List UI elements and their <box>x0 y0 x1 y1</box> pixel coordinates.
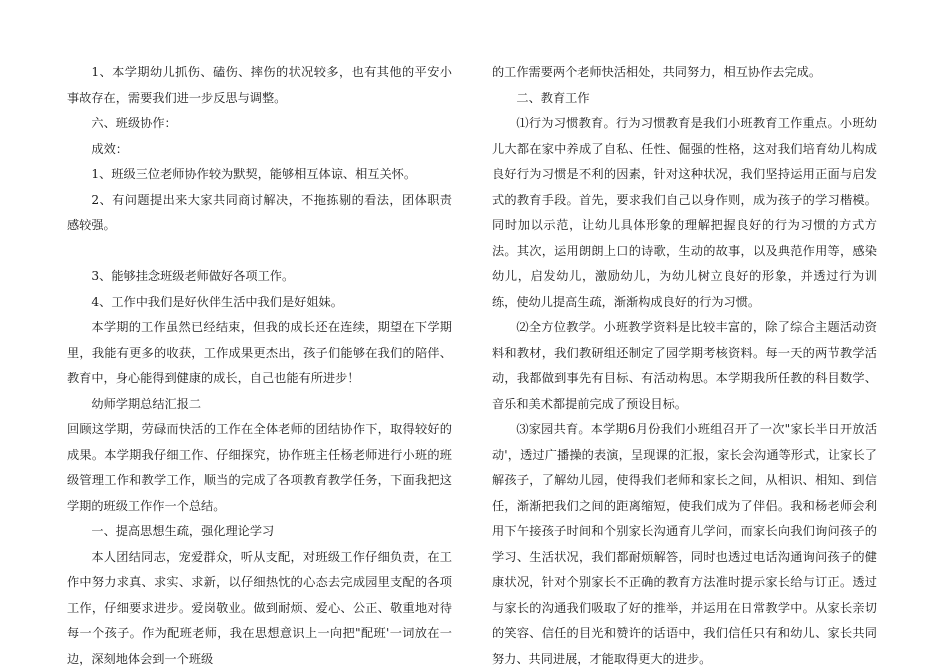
list-item-2: 2、有问题提出来大家共同商讨解决，不拖拣剔的看法，团体职责感较强。 <box>67 192 452 232</box>
paragraph-behavior-education: ⑴行为习惯教育。行为习惯教育是我们小班教育工作重点。小班幼儿大都在家中养成了自私、任性、倔强的性格，这对我们培育幼儿构成良好行为习惯是不利的因素，针对这种状况，我们坚持运用正面与启发式的教育手段。首先，要求我们自己以身作则，成为孩子的学习楷模。同时加以示范，让幼儿具体形象的理解把握良好的行为习惯的方式方法。其次，运用朗朗上口的诗歌，生动的故事，以及典范作用等，感染幼儿，启发幼儿，激励幼儿，为幼儿树立良好的形象，并透过行为训练，使幼儿提高生疏，渐渐构成良好的行为习惯。 <box>492 116 877 309</box>
list-item-4: 4、工作中我们是好伙伴生活中我们是好姐妹。 <box>91 294 343 309</box>
paragraph-continuation: 的工作需要两个老师快活相处，共同努力，相互协作去完成。 <box>492 65 822 79</box>
paragraph-review: 回顾这学期，劳碌而快活的工作在全体老师的团结协作下，取得较好的成果。本学期我仔细工作、仔细探究，协作班主任杨老师进行小班的班级管理工作和教学工作，顺当的完成了各项教育教学任务，下面我把这学期的班级工作作一个总结。 <box>67 422 452 513</box>
section-title-report-two: 幼师学期总结汇报二 <box>91 396 202 411</box>
heading-ideology: 一、提高思想生疏，强化理论学习 <box>91 524 275 538</box>
left-column <box>67 60 452 672</box>
paragraph-self-assessment: 本人团结同志，宠爱群众，听从支配，对班级工作仔细负责，在工作中努力求真、求实、求新，以仔细热忱的心态去完成园里支配的各项工作，仔细要求进步。爱岗敬业。做到耐烦、爱心、公正、敬重地对待每一个孩子。作为配班老师，我在思想意识上一向把"配班'一词放在一边，深刻地体会到一个班级 <box>67 549 452 666</box>
heading-class-collaboration: 六、班级协作： <box>91 116 177 130</box>
list-item-3: 3、能够挂念班级老师做好各项工作。 <box>91 269 295 283</box>
paragraph-all-round-teaching: ⑵全方位教学。小班教学资料是比较丰富的，除了综合主题活动资料和教材，我们教研组还制定了园学期考核资料。每一天的两节教学活动，我都做到事先有目标、有活动构思。本学期我所任教的科目数学、音乐和美术都提前完成了预设目标。 <box>492 320 877 411</box>
right-column <box>492 60 877 672</box>
blank-line <box>67 239 452 265</box>
label-results: 成效： <box>91 141 128 156</box>
paragraph-home-school: ⑶家园共育。本学期6月份我们小班组召开了一次"家长半日开放活动'，透过广播操的表演，呈现课的汇报，家长会沟通等形式，让家长了解孩子，了解幼儿园，使得我们老师和家长之间，从相识、相知、到信任，渐渐把我们之间的距离缩短，使我们成为了伴侣。我和杨老师会利用下午接孩子时间和个别家长沟通育儿学问，而家长向我们询问孩子的学习、生活状况，我们都耐烦解答，同时也透过电话沟通询问孩子的健康状况，针对个别家长不正确的教育方法准时提示家长给与订正。透过与家长的沟通我们吸取了好的推举，并运用在日常教学中。从家长亲切的笑容、信任的目光和赞许的话语中，我们信任只有和幼儿、家长共同努力、共同进展，才能取得更大的进步。 <box>492 422 878 666</box>
heading-education-work: 二、教育工作 <box>516 90 590 105</box>
list-item-1: 1、班级三位老师协作较为默契，能够相互体谅、相互关怀。 <box>91 167 417 181</box>
paragraph-conclusion: 本学期的工作虽然已经结束，但我的成长还在连续，期望在下学期里，我能有更多的收获，工作成果更杰出，孩子们能够在我们的陪伴、教育中，身心能得到健康的成长，自己也能有所进步！ <box>67 320 452 385</box>
paragraph-safety: 1、本学期幼儿抓伤、磕伤、摔伤的状况较多，也有其他的平安小事故存在，需要我们进一步反思与调整。 <box>67 65 452 105</box>
